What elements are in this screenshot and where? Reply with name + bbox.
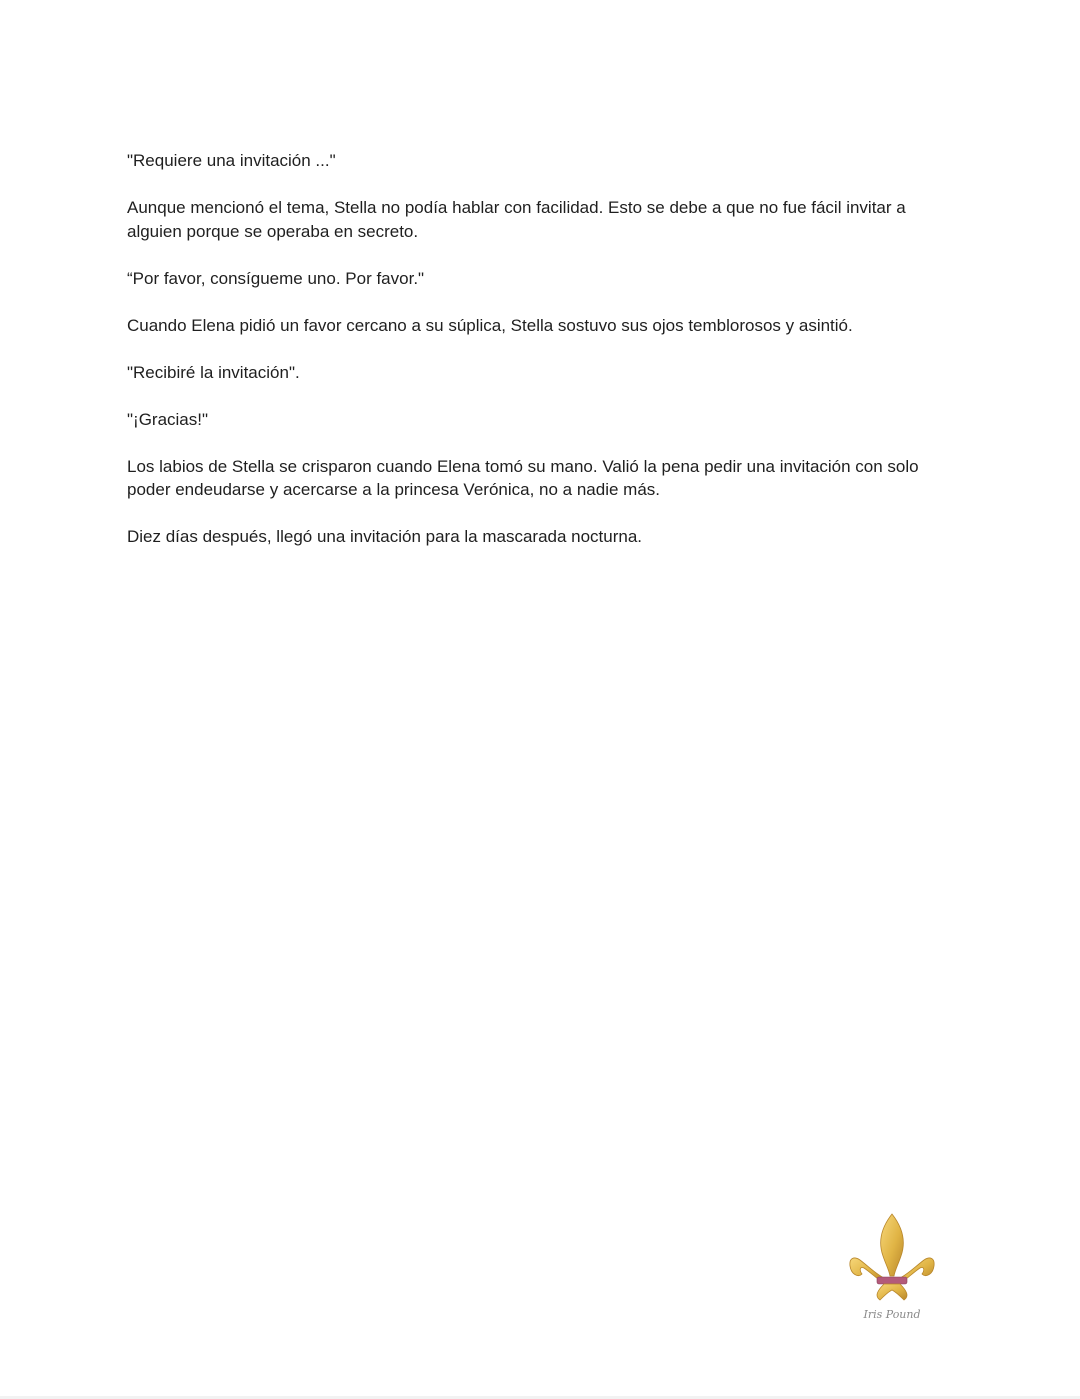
watermark-logo [846,1212,938,1324]
paragraph: Aunque mencionó el tema, Stella no podía hablar con facilidad. Esto se debe a que no fue fácil invitar a alguien porque se operaba en secreto. [127,198,911,241]
paragraph: Diez días después, llegó una invitación para la mascarada nocturna. [127,527,643,546]
paragraph: Los labios de Stella se crisparon cuando Elena tomó su mano. Valió la pena pedir una invitación con solo poder endeudarse y acercarse a la princesa Verónica, no a nadie más. [127,456,924,499]
paragraph: "¡Gracias!" [127,409,209,429]
paragraph: “Por favor, consígueme uno. Por favor." [127,268,425,288]
paragraph: Cuando Elena pidió un favor cercano a su súplica, Stella sostuvo sus ojos temblorosos y asintió. [127,315,853,335]
logo-signature: Iris Pound [863,1308,921,1321]
fleur-de-lis-icon [846,1212,938,1324]
document-body [127,149,957,572]
paragraph: "Recibiré la invitación". [127,362,300,382]
paragraph: "Requiere una invitación ..." [127,151,336,170]
